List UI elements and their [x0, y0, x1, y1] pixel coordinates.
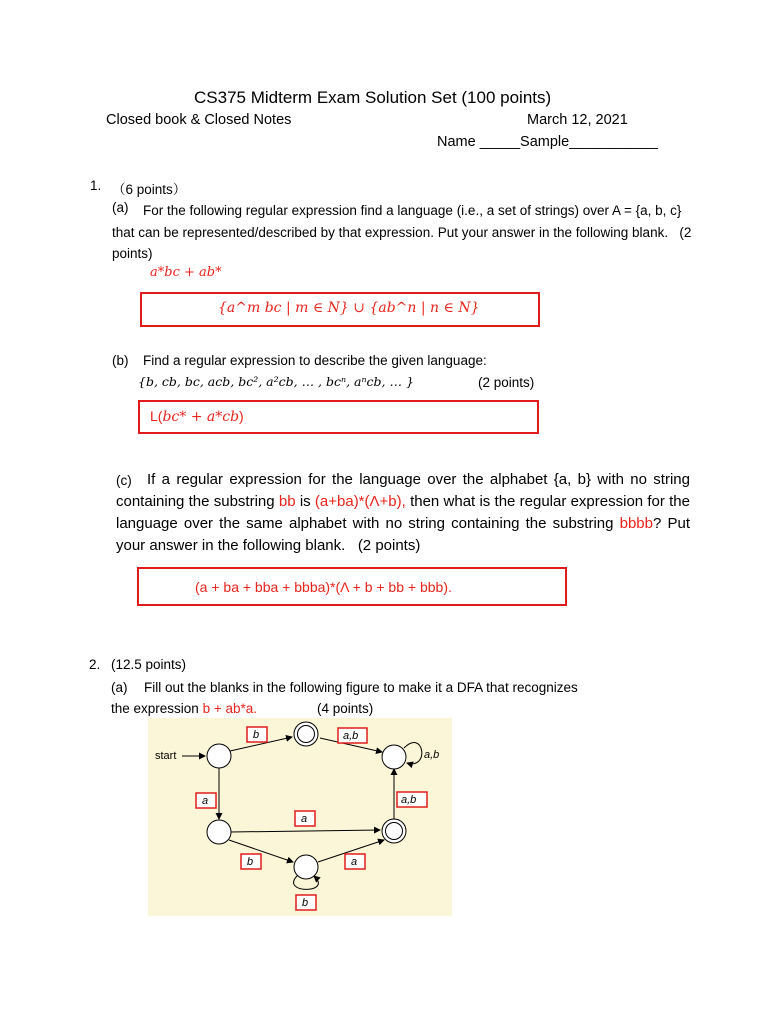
exam-date: March 12, 2021: [527, 112, 628, 128]
q1a-text: [112, 200, 697, 265]
q2a-text-2: the expression: [111, 701, 203, 716]
q1c-answer: (a + ba + bba + bbba)*(Λ + b + bb + bbb).: [195, 579, 452, 595]
q1c-answer-box: [137, 567, 567, 606]
q1b-language: {b, cb, bc, acb, bc², a²cb, … , bcⁿ, aⁿcb, … }: [138, 374, 414, 389]
blank-top-left-label: b: [253, 729, 260, 741]
blank-top-right-label: a,b: [343, 730, 359, 742]
name-line: [437, 134, 658, 150]
blank-bottom-left-label: b: [247, 856, 254, 868]
start-label: start: [155, 750, 177, 762]
q1b-label: (b): [112, 353, 129, 368]
q1c-label: (c): [116, 473, 132, 488]
state-start: [207, 744, 231, 768]
q1c-text-4: ? Put your answer in the following blank.: [116, 515, 690, 554]
q1b-answer-expr: bc* + a*cb: [162, 409, 240, 425]
state-left-mid: [207, 820, 231, 844]
q1c-text-3: then what is the regular expression for the language over the same alphabet with no string containing the substring: [116, 493, 690, 532]
q1b-answer-suffix: ): [239, 408, 244, 424]
blank-right-up-label: a,b: [401, 794, 417, 806]
name-value: Sample: [520, 134, 570, 150]
edge-middle: [231, 830, 380, 832]
q1c-text: [116, 469, 690, 557]
q1-points: （6 points）: [112, 182, 187, 197]
q1a-label: (a): [112, 200, 129, 215]
q2a-text-1: Fill out the blanks in the following figure to make it a DFA that recognizes: [144, 680, 578, 695]
blank-bottom-right-label: a: [351, 856, 358, 868]
q2a-points: (4 points): [317, 701, 374, 716]
state-bottom: [294, 855, 318, 879]
q2-number: 2.: [89, 657, 101, 672]
q1c-red-3: bbbb: [619, 515, 653, 532]
q1a-question: For the following regular expression find a language (i.e., a set of strings) over A = {a, b, c} that can be represented/described by that expression. Put your answer in the following blank.: [112, 203, 682, 240]
q2a-text-2-line: [111, 701, 257, 716]
q1-number: 1.: [90, 178, 102, 193]
blank-left-down-label: a: [202, 795, 209, 807]
q1a-expression: a*bc + ab*: [150, 265, 222, 280]
dfa-diagram: [148, 718, 452, 916]
loop-right: [404, 743, 422, 764]
q1a-answer-box: [140, 292, 540, 327]
q1c-text-2: is: [295, 493, 315, 510]
q1b-text: Find a regular expression to describe the given language:: [143, 353, 487, 368]
name-prefix: Name _____: [437, 134, 521, 150]
q1b-answer-box: [138, 400, 539, 434]
loop-right-label: a,b: [424, 749, 440, 761]
blank-bottom-loop-label: b: [302, 897, 309, 909]
blank-middle-label: a: [301, 813, 308, 825]
q1c-text-1: If a regular expression for the language over the alphabet {a, b} with no string containing the substring: [116, 471, 690, 510]
q1c-points: (2 points): [357, 537, 421, 554]
q2a-label: (a): [111, 680, 128, 695]
closed-book-note: Closed book & Closed Notes: [106, 112, 292, 128]
q1b-points: (2 points): [478, 375, 535, 390]
q1a-points: (2 points): [112, 224, 692, 261]
q1b-answer: [150, 408, 244, 425]
state-right-top: [382, 745, 406, 769]
q1a-answer: {a^m bc | m ∈ N} ∪ {ab^n | n ∈ N}: [218, 300, 480, 316]
page-title: CS375 Midterm Exam Solution Set (100 points): [194, 88, 552, 107]
q2-points: (12.5 points): [111, 657, 187, 672]
q2a-red-expr: b + ab*a.: [202, 701, 257, 716]
q1c-red-1: bb: [278, 493, 296, 510]
q1c-red-2: (a+ba)*(Λ+b),: [314, 493, 406, 510]
name-suffix: ___________: [569, 134, 658, 150]
q1b-answer-prefix: L(: [150, 408, 163, 424]
dfa-figure: [148, 718, 452, 916]
